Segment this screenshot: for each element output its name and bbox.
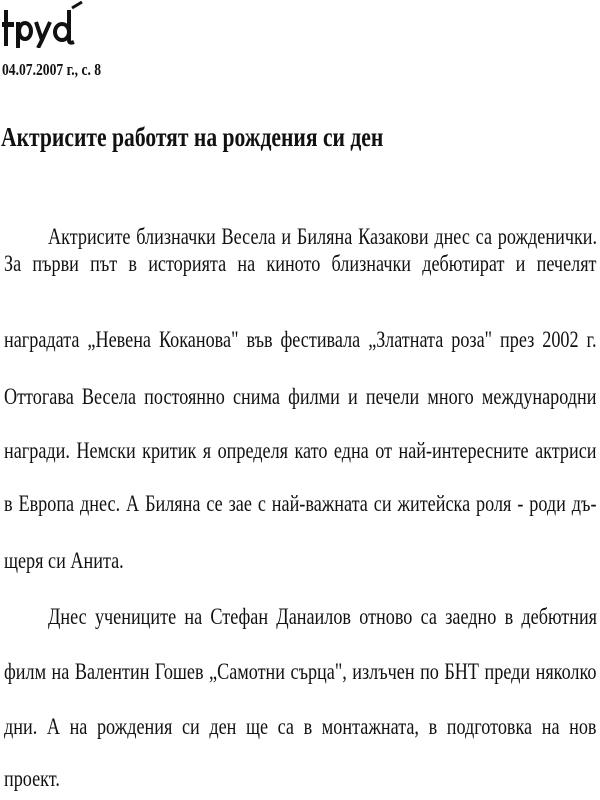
body-line: Днес учениците на Стефан Данаилов отново са заедно в дебютния — [48, 604, 598, 629]
body-line: в Европа днес. А Биляна се зае с най-важната си житейска роля - роди дъ- — [4, 491, 597, 516]
body-line: наградата „Невена Коканова" във фестивала „Златната роза" през 2002 г. — [4, 327, 597, 352]
body-line: филм на Валентин Гошев „Самотни сърца", излъчен по БНТ преди няколко — [4, 659, 597, 684]
issue-date-page: 04.07.2007 г., с. 8 — [2, 60, 102, 79]
body-line: Актрисите близначки Весела и Биляна Казакови днес са рожденички. — [48, 224, 598, 249]
body-line: награди. Немски критик я определя като една от най-интересните актриси — [4, 438, 597, 463]
body-line: проект. — [4, 766, 60, 791]
article-headline: Актрисите работят на рождения си ден — [1, 122, 384, 152]
trud-logo — [2, 0, 92, 48]
body-line: За първи път в историята на киното близначки дебютират и печелят — [4, 251, 597, 276]
body-line: Оттогава Весела постоянно снима филми и печели много международни — [4, 384, 597, 409]
body-line: дни. А на рождения си ден ще са в монтажната, в подготовка на нов — [4, 714, 597, 739]
body-line: щеря си Анита. — [4, 548, 124, 573]
